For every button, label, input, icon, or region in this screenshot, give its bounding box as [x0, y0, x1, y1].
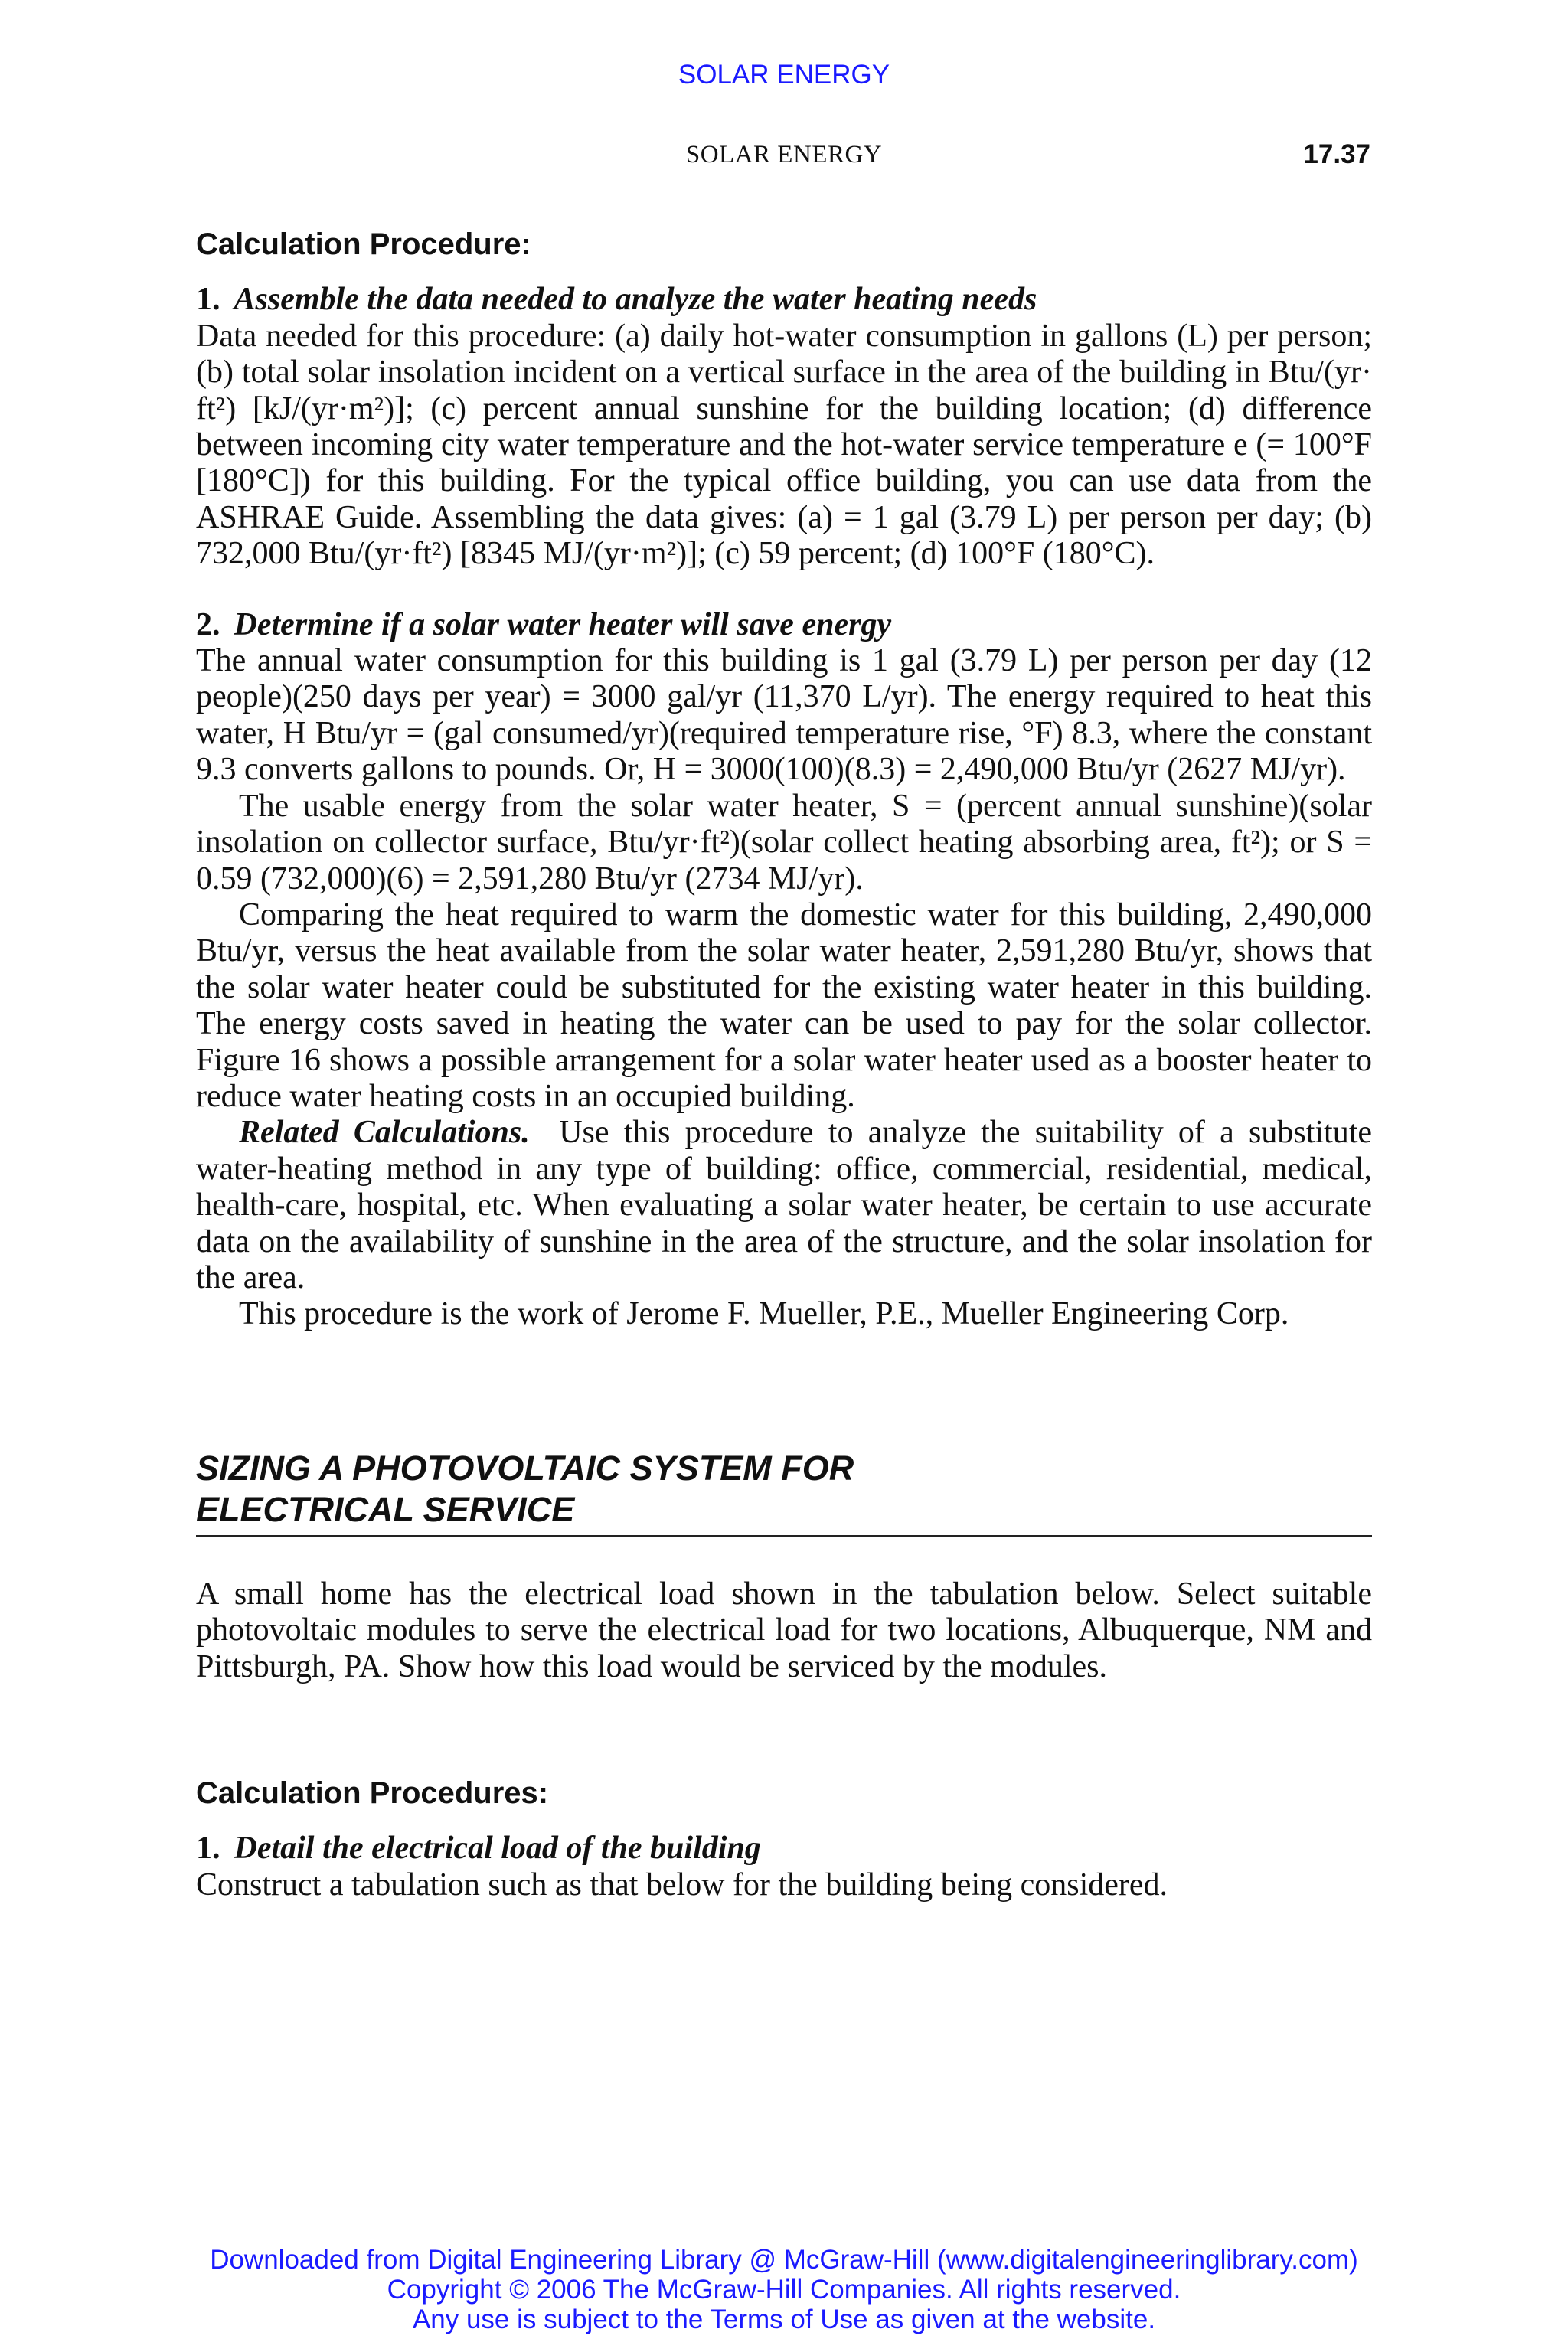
procedure-credit: This procedure is the work of Jerome F. Mueller, P.E., Mueller Engineering Corp. [239, 1296, 1289, 1332]
step-1-text: Data needed for this procedure: (a) daily hot-water consumption in gallons (L) per person; (b) total solar insolation incident on a vertical surface in the area of the building in Btu/(yr· ft²) [kJ/(yr·m²)]; (c) percent annual sunshine for the building location; (d) difference between incoming city water temperature and the hot-water service temperature e (= 100°F [180°C]) for this building. For the typical office building, you can use data from the ASHRAE Guide. Assembling the data gives: (a) = 1 gal (3.79 L) per person per day; (b) 732,000 Btu/(yr·ft²) [8345 MJ/(yr·m²)]; (c) 59 percent; (d) 100°F (180°C). [196, 318, 1372, 572]
related-calculations-label: Related Calculations. [239, 1115, 530, 1151]
procedure-heading-2: Calculation Procedures: [196, 1776, 549, 1810]
footer-download-link[interactable]: Downloaded from Digital Engineering Library @ McGraw-Hill (www.digitalengineeringlibrary.com) [210, 2245, 1358, 2275]
step-2-paragraph-1: The annual water consumption for this building is 1 gal (3.79 L) per person per day (12 people)(250 days per year) = 3000 gal/yr (11,370 L/yr). The energy required to heat this water, H Btu/yr = (gal consumed/yr)(required temperature rise, °F) 8.3, where the constant 9.3 converts gallons to pounds. Or, H = 3000(100)(8.3) = 2,490,000 Btu/yr (2627 MJ/yr). [196, 643, 1372, 788]
step-title: Detail the electrical load of the building [234, 1831, 761, 1867]
related-calculations-text: Use this procedure to analyze the suitability of a substitute water-heating method in any type of building: office, commercial, residential, medical, health-care, hospital, etc. When evaluating a solar water heater, be certain to use accurate data on the availability of sunshine in the area of the structure, and the solar insolation for the area. [196, 1115, 1373, 1295]
procedure-heading: Calculation Procedure: [196, 227, 531, 261]
page-number: 17.37 [1303, 139, 1370, 169]
footer-terms[interactable]: Any use is subject to the Terms of Use as given at the website. [412, 2305, 1156, 2334]
step-heading-2 [196, 607, 1372, 643]
top-link[interactable]: SOLAR ENERGY [678, 60, 890, 90]
pv-step-1-text: Construct a tabulation such as that below for the building being considered. [196, 1867, 1168, 1903]
step-number: 2. [196, 606, 220, 642]
step-heading-1 [196, 282, 1372, 318]
step-2-paragraph-3: Comparing the heat required to warm the domestic water for this building, 2,490,000 Btu/yr, versus the heat available from the solar water heater, 2,591,280 Btu/yr, shows that the solar water heater could be substituted for the existing water heater in this building. The energy costs saved in heating the water can be used to pay for the solar collector. Figure 16 shows a possible arrangement for a solar water heater used as a booster heater to reduce water heating costs in an occupied building. [196, 897, 1372, 1114]
problem-statement: A small home has the electrical load shown in the tabulation below. Select suitable photovoltaic modules to serve the electrical load for two locations, Albuquerque, NM and Pittsburgh, PA. Show how this load would be serviced by the modules. [196, 1576, 1372, 1684]
section-title [196, 1448, 1372, 1537]
related-calculations [196, 1115, 1372, 1296]
step-title: Assemble the data needed to analyze the water heating needs [234, 282, 1037, 318]
step-title: Determine if a solar water heater will save energy [234, 606, 892, 642]
step-heading-pv-1 [196, 1831, 1372, 1867]
footer-copyright[interactable]: Copyright © 2006 The McGraw-Hill Companies. All rights reserved. [387, 2275, 1181, 2305]
step-number: 1. [196, 1831, 220, 1867]
footer [0, 2245, 1568, 2334]
page-content [196, 227, 1372, 1903]
running-head: SOLAR ENERGY [685, 141, 883, 168]
section-title-line-1: SIZING A PHOTOVOLTAIC SYSTEM FOR [196, 1448, 854, 1488]
section-title-line-2: ELECTRICAL SERVICE [196, 1489, 575, 1529]
step-2-paragraph-2: The usable energy from the solar water heater, S = (percent annual sunshine)(solar insolation on collector surface, Btu/yr·ft²)(solar collect heating absorbing area, ft²); or S = 0.59 (732,000)(6) = 2,591,280 Btu/yr (2734 MJ/yr). [196, 788, 1372, 897]
step-number: 1. [196, 282, 220, 318]
